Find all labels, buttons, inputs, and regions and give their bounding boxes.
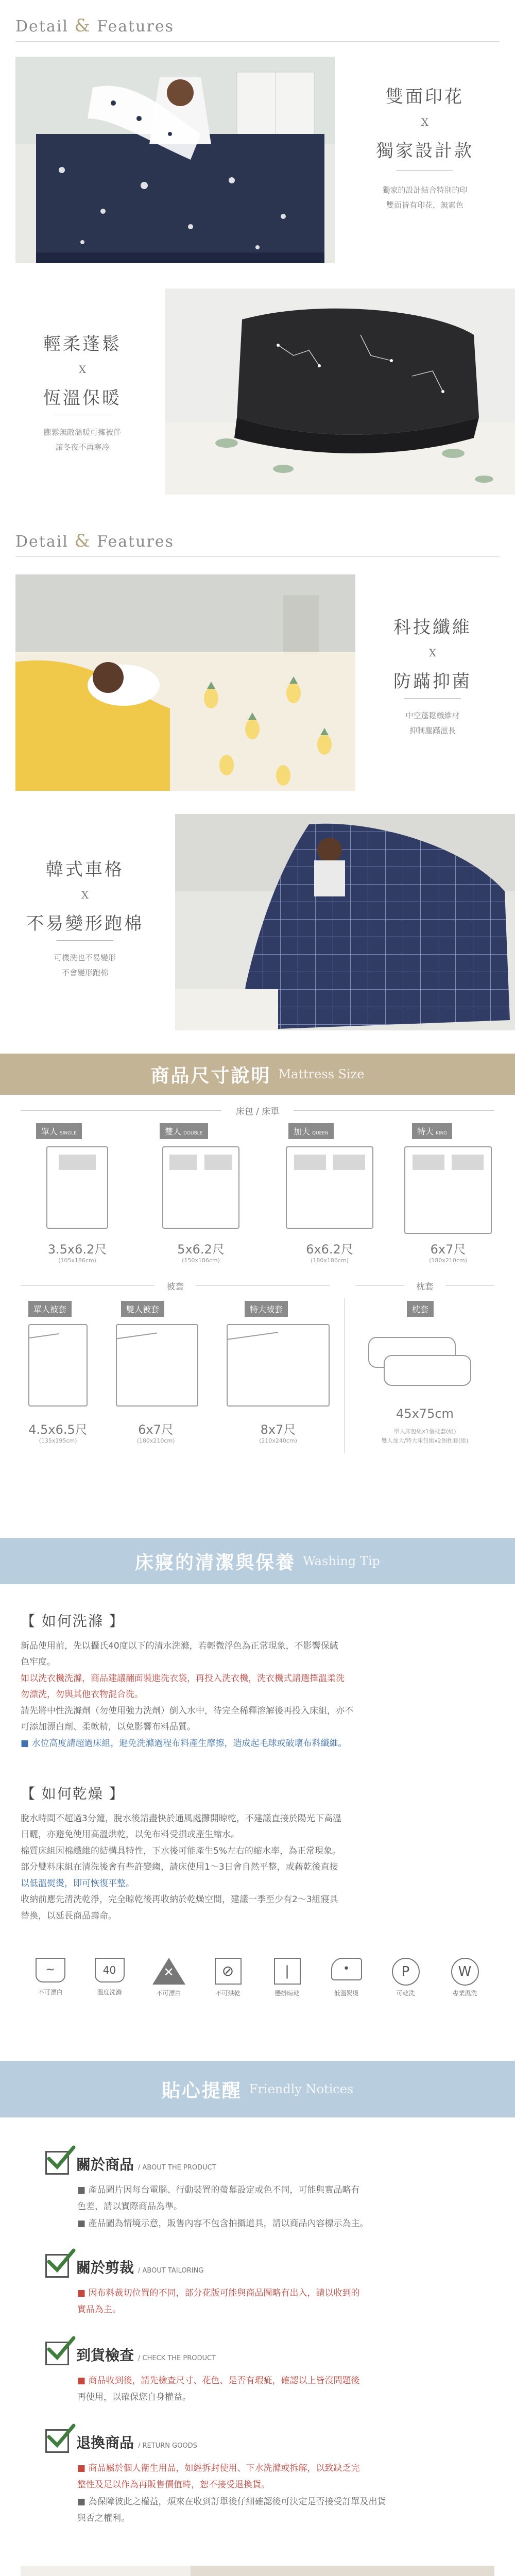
feature2-desc-line-1: 膨鬆無敵溫暖可擁被伴 <box>43 428 121 437</box>
bed-size-cm-double: (150x186cm) <box>182 1257 220 1264</box>
no-bleach-glyph: ✕ <box>163 1965 174 1979</box>
pillow-size-header: 枕套 <box>404 1279 445 1292</box>
bed-diagram-queen <box>286 1146 373 1229</box>
dry-line: 脫水時間不超過3分鐘，脫水後請盡快於通風處攤開晾乾，不建議直接於陽光下高溫 <box>21 1814 341 1824</box>
brand-hero-photo <box>21 2566 494 2576</box>
feature-photo-bedroom-woman <box>15 57 335 263</box>
notice-line: ■ 為保障彼此之權益，煩來在收到訂單後仔細確認後可決定是否接受訂單及出貨 <box>77 2496 386 2507</box>
quilt-pillow-divider <box>344 1298 345 1453</box>
feature3-desc-line-2: 抑制塵蹣滋長 <box>409 725 456 735</box>
quilt-size-cm-double: (180x210cm) <box>136 1437 175 1444</box>
dry-line: 日曬，亦避免使用高溫烘乾，以免布料受損或產生縮水。 <box>21 1829 239 1840</box>
dry-line: 部分雙料床組在清洗後會有些許變縐，請床使用1～3日會自然平整，或藉乾後直接 <box>21 1862 338 1873</box>
quilt-size-cm-single: (135x195cm) <box>39 1437 77 1444</box>
pillow-shape <box>59 1155 96 1170</box>
feature3-desc <box>366 708 500 738</box>
dry-clean-p-icon <box>376 1958 435 1997</box>
feature-photo-pineapple-bedding <box>15 574 355 791</box>
notice-title-text: 退換商品 <box>76 2434 134 2451</box>
bed-label-en: SINGLE <box>60 1131 77 1136</box>
pillow-shape <box>204 1155 232 1170</box>
pillow-shape <box>413 1155 444 1170</box>
bed-label-text: 雙人 <box>165 1127 182 1137</box>
pillow-shape <box>452 1155 484 1170</box>
heading-tail-text-2: Features <box>97 533 174 551</box>
notice-title-text: 關於商品 <box>76 2156 134 2173</box>
wash-banner <box>0 1538 515 1584</box>
notice-check-icon <box>45 2429 69 2453</box>
iron-icon <box>317 1958 376 1997</box>
notice-line: ■ 商品收到後，請先檢查尺寸、花色、是否有瑕疵，確認以上皆沒問題後 <box>77 2376 360 2386</box>
notice-banner-title: 貼心提醒 <box>161 2080 242 2102</box>
check-mark-icon <box>45 2421 76 2452</box>
bed-size-label-queen <box>288 1123 334 1139</box>
quilt-size-cm-king: (210x240cm) <box>259 1437 297 1444</box>
feature1-desc <box>350 183 500 212</box>
feature3-x-mark: X <box>428 647 437 659</box>
feature1-divider <box>397 170 453 171</box>
no-tumble-glyph: ⊘ <box>215 1958 242 1985</box>
feature1-x-mark: X <box>421 116 429 128</box>
wash-heading-how-to-wash: 【 如何洗滌 】 <box>21 1613 125 1630</box>
hand-wash-glyph: ~ <box>36 1958 65 1982</box>
wet-clean-w-icon <box>435 1958 494 1997</box>
quilt-fold <box>116 1321 157 1339</box>
feature4-divider <box>57 940 113 941</box>
wash-40-icon <box>80 1958 139 1996</box>
bed-size-label-double <box>160 1123 208 1139</box>
bed-label-text: 單人 <box>41 1127 58 1137</box>
line-dry-glyph: | <box>274 1958 301 1985</box>
wash-heading-how-to-dry: 【 如何乾燥 】 <box>21 1785 125 1802</box>
heading-tail-text: Features <box>97 18 174 36</box>
section-heading-features-2 <box>15 531 174 551</box>
notice-check-icon <box>45 2254 69 2278</box>
care-icon-label: 低溫熨燙 <box>334 1990 359 1997</box>
wash-line: 可添加漂白劑、柔軟精，以免影響布料品質。 <box>21 1722 196 1733</box>
size-banner <box>0 1054 515 1095</box>
feature3-divider <box>404 698 461 699</box>
bed-diagram-king <box>404 1146 492 1234</box>
notice-line: 實品為主。 <box>77 2304 121 2315</box>
wash-line: 如以洗衣機洗滌，商品建議翻面裝進洗衣袋，再投入洗衣機，洗衣機式請選擇溫柔洗 <box>21 1673 345 1684</box>
dry-line: 以低溫熨燙，即可恢復平整。 <box>21 1878 134 1889</box>
care-icon-label: 可乾洗 <box>396 1990 415 1997</box>
notice-title-text: 到貨檢查 <box>76 2347 134 2364</box>
heading-ampersand-2: & <box>74 531 91 551</box>
feature1-title-top: 雙面印花 <box>386 87 464 107</box>
notice-body-product <box>77 2182 479 2232</box>
care-icon-label: 不可漂白 <box>156 1990 181 1997</box>
bed-label-en: QUEEN <box>312 1131 329 1136</box>
care-icon-label: 懸掛晾乾 <box>274 1990 300 1997</box>
bed-label-text: 加大 <box>294 1127 311 1137</box>
quilt-diagram-single <box>28 1324 88 1406</box>
quilt-size-value-single: 4.5x6.5尺 <box>28 1422 88 1437</box>
bed-size-value-queen: 6x6.2尺 <box>306 1242 353 1257</box>
heading-divider-2 <box>15 556 500 557</box>
care-icon-label: 溫度洗滌 <box>97 1989 122 1996</box>
feature3-title-top: 科技纖維 <box>393 617 472 638</box>
bed-label-en: KING <box>436 1131 448 1136</box>
heading-divider <box>15 41 500 42</box>
feature4-desc-line-1: 可機洗也不易變形 <box>54 953 116 962</box>
quilt-fold <box>227 1320 278 1340</box>
notice-line: 與否之權利。 <box>77 2513 130 2523</box>
dry-line: 棉質床組因棉纖維的結構具特性，下水後可能產生5%左右的縮水率，為正常現象。 <box>21 1845 341 1856</box>
bed-size-cm-king: (180x210cm) <box>429 1257 467 1264</box>
size-banner-title: 商品尺寸說明 <box>150 1065 271 1087</box>
feature-photo-folded-quilt <box>165 289 515 495</box>
bed-size-value-single: 3.5x6.2尺 <box>47 1242 107 1257</box>
feature4-title-bottom: 不易變形跑棉 <box>26 913 144 934</box>
wash-line: 新品使用前，先以攝氏40度以下的清水洗滌，若輕微浮色為正常現象，不影響保緘 <box>21 1641 338 1651</box>
notice-banner-subtitle: Friendly Notices <box>249 2082 354 2096</box>
wash-instructions <box>21 1638 494 1752</box>
iron-glyph: • <box>331 1958 362 1980</box>
notice-check-icon <box>45 2342 69 2365</box>
pillow-shape <box>333 1155 365 1170</box>
wash-line: 色牢度。 <box>21 1657 56 1668</box>
quilt-diagram-double <box>116 1324 198 1406</box>
bed-size-label-single <box>36 1123 82 1139</box>
notice-line: ■ 產品圖為情境示意，販售內容不包含拍攝道具，請以商品內容標示為主。 <box>77 2218 369 2229</box>
quilt-size-header: 被套 <box>154 1279 196 1292</box>
quilt-diagram-king <box>227 1324 330 1406</box>
feature-photo-checked-quilt <box>175 814 515 1030</box>
notice-banner <box>0 2061 515 2117</box>
bed-diagram-double <box>162 1146 239 1229</box>
quilt-size-label-double: 雙人被套 <box>121 1301 164 1317</box>
no-bleach-icon <box>139 1958 198 1997</box>
checked-quilt-illustration <box>175 814 515 1030</box>
pillow-diagram-front <box>384 1355 471 1386</box>
notice-title-tailoring <box>76 2257 203 2277</box>
feature2-title-top: 輕柔蓬鬆 <box>43 334 122 354</box>
bed-diagram-single <box>46 1146 108 1229</box>
feature4-desc <box>5 951 165 980</box>
feature1-title-bottom: 獨家設計款 <box>376 141 474 161</box>
section-heading-features-1 <box>15 15 174 36</box>
notice-title-en: / ABOUT TAILORING <box>138 2267 204 2275</box>
wet-clean-glyph: W <box>451 1958 479 1986</box>
care-icon-row <box>21 1958 494 2025</box>
notice-line: ■ 產品圖片因每台電腦、行動裝置的螢幕設定或色不同，可能與實品略有 <box>77 2185 360 2195</box>
dry-instructions <box>21 1811 494 1924</box>
wash-banner-subtitle: Washing Tip <box>303 1554 380 1568</box>
pillow-shape <box>294 1155 326 1170</box>
feature4-x-mark: X <box>81 889 89 901</box>
notice-line: ■ 因布料裁切位置的不同，部分花版可能與商品圖略有出入，請以收到的 <box>77 2288 360 2298</box>
dry-line: 替換，以延長商品壽命。 <box>21 1910 117 1921</box>
heading-main-text: Detail <box>15 18 68 36</box>
wash-line: ■ 水位高度請超過床組，避免洗滌過程布料產生摩擦，造成起毛球或破壞布料纖維。 <box>21 1738 347 1749</box>
feature1-desc-line-2: 雙面皆有印花，無素色 <box>386 200 464 210</box>
pillow-size-value: 45x75cm <box>396 1406 454 1421</box>
heading-ampersand: & <box>74 15 91 36</box>
check-mark-icon <box>45 2143 76 2174</box>
feature2-x-mark: X <box>78 363 87 376</box>
heading-main-text-2: Detail <box>15 533 68 551</box>
care-icon-label: 不可烘乾 <box>215 1990 241 1997</box>
feature3-title-bottom: 防蹣抑菌 <box>393 671 472 692</box>
quilt-size-value-double: 6x7尺 <box>138 1422 174 1437</box>
check-mark-icon <box>45 2246 76 2277</box>
feature2-title-bottom: 恆溫保暖 <box>43 388 122 409</box>
feature3-desc-line-1: 中空蓬鬆纖維材 <box>405 711 460 720</box>
size-banner-subtitle: Mattress Size <box>278 1067 365 1081</box>
wash-banner-title: 床寢的清潔與保養 <box>135 1552 296 1573</box>
bed-size-header: 床包 / 床單 <box>221 1104 294 1117</box>
notice-title-check <box>76 2344 216 2365</box>
care-icon-label: 專業濕洗 <box>452 1990 477 1997</box>
quilt-size-label-single: 單人被套 <box>28 1301 72 1317</box>
pillow-size-note-2: 雙人加大/特大床包組x2個枕套(組) <box>381 1437 469 1444</box>
notice-title-en: / ABOUT THE PRODUCT <box>138 2164 216 2172</box>
line-dry-icon <box>258 1958 317 1997</box>
bed-size-cm-single: (105x186cm) <box>58 1257 96 1264</box>
quilt-size-label-king: 特大被套 <box>245 1301 288 1317</box>
care-icon-label: 不可漂白 <box>38 1989 63 1996</box>
feature2-desc <box>10 425 154 454</box>
bedroom-illustration <box>15 57 335 263</box>
notice-line: ■ 商品屬於個人衛生用品，如經拆封使用、下水洗滌或拆解，以致缺乏完 <box>77 2463 360 2473</box>
wash-line: 請先將中性洗滌劑（勿使用強力洗劑）倒入水中，待完全稀釋溶解後再投入床組，亦不 <box>21 1705 353 1716</box>
no-tumble-icon <box>198 1958 258 1997</box>
feature4-title-top: 韓式車格 <box>46 859 124 880</box>
feature2-desc-line-2: 讓冬夜不再寒冷 <box>55 442 110 452</box>
dry-line: 收納前應先清洗乾淨，完全晾乾後再收納於乾燥空間，建議一季至少有2～3組寢具 <box>21 1894 338 1905</box>
pillow-size-note-1: 單人床包組x1個枕套(組) <box>393 1428 456 1435</box>
notice-line: 再使用，以確保您自身權益。 <box>77 2392 191 2403</box>
bed-size-label-king <box>412 1123 452 1139</box>
notice-title-en: / RETURN GOODS <box>138 2442 197 2450</box>
notice-body-check <box>77 2372 479 2406</box>
dry-clean-glyph: P <box>392 1958 420 1986</box>
notice-body-return <box>77 2460 479 2527</box>
wash-line: 勿漂洗，勿與其他衣物混合洗。 <box>21 1689 143 1700</box>
notice-line: 色差，請以實際商品為準。 <box>77 2201 182 2212</box>
check-mark-icon <box>45 2334 76 2365</box>
quilt-fold <box>28 1322 59 1338</box>
bed-label-en: DOUBLE <box>183 1131 203 1136</box>
quilt-illustration <box>165 289 515 495</box>
pineapple-illustration <box>15 574 355 791</box>
brand-hero-illustration <box>21 2566 494 2576</box>
notice-title-return <box>76 2432 197 2452</box>
wash-40-glyph: 40 <box>95 1958 125 1982</box>
pillow-size-label: 枕套 <box>407 1301 434 1317</box>
bed-size-value-double: 5x6.2尺 <box>177 1242 225 1257</box>
notice-title-text: 關於剪裁 <box>76 2259 134 2276</box>
notice-title-product <box>76 2154 216 2174</box>
notice-line: 整性及足以作為再販售價值時，恕不接受退換貨。 <box>77 2480 270 2490</box>
pillow-shape <box>169 1155 197 1170</box>
bed-size-cm-queen: (180x186cm) <box>311 1257 349 1264</box>
bed-label-text: 特大 <box>417 1127 434 1137</box>
notice-body-tailoring <box>77 2285 479 2318</box>
hand-wash-icon <box>21 1958 80 1996</box>
bed-size-value-king: 6x7尺 <box>430 1242 466 1257</box>
feature4-desc-line-2: 不會變形跑棉 <box>61 968 108 977</box>
quilt-size-value-king: 8x7尺 <box>260 1422 296 1437</box>
notice-title-en: / CHECK THE PRODUCT <box>138 2354 216 2362</box>
feature1-desc-line-1: 獨家的設計結合特別的印 <box>382 185 468 195</box>
notice-check-icon <box>45 2151 69 2175</box>
